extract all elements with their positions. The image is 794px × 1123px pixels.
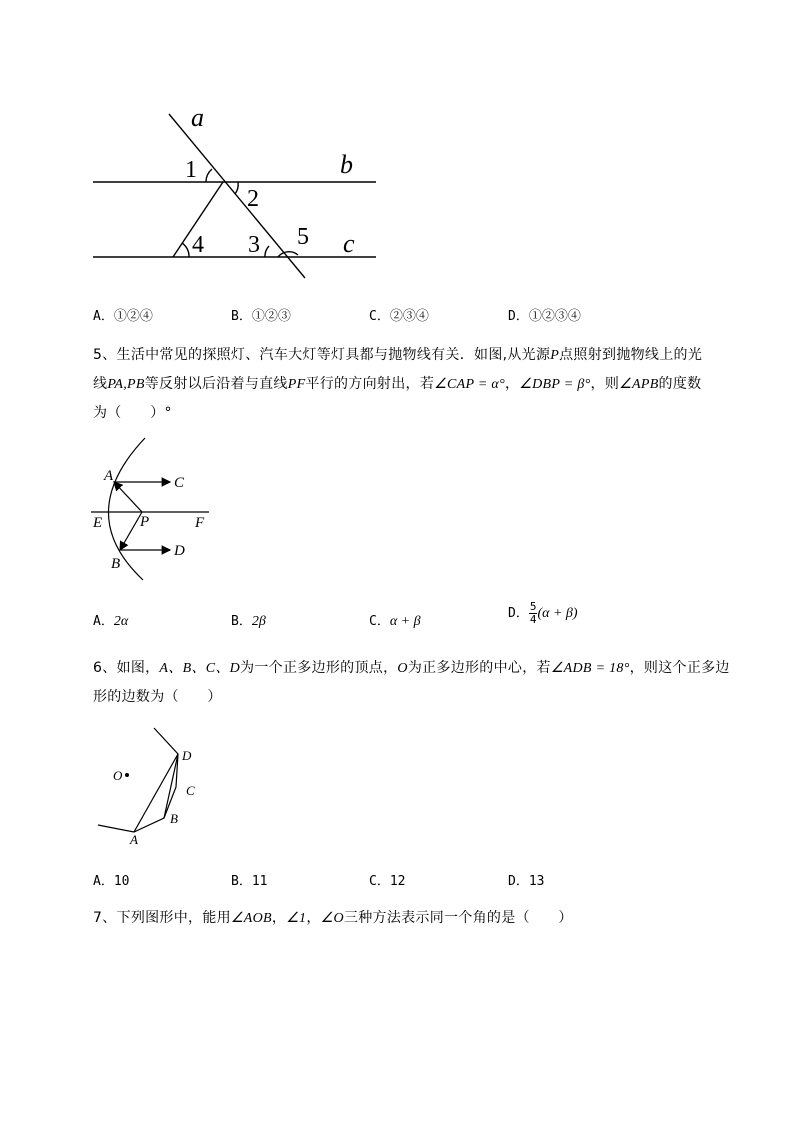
question-6 bbox=[93, 654, 743, 711]
label-O: O bbox=[113, 768, 123, 783]
q5-option-d[interactable]: D． $\frac{5}{4}$ (α + β) bbox=[508, 600, 578, 626]
label-angle-5: 5 bbox=[297, 224, 309, 250]
q5-line-2: 线PA,PB等反射以后沿着与直线PF平行的方向射出，若∠CAP = α°，∠DBP = β°，则∠APB的度数 bbox=[93, 376, 702, 392]
q4-option-c[interactable]: C．②③④ bbox=[369, 309, 429, 324]
q5-option-a[interactable]: A．2α bbox=[93, 614, 129, 629]
ray-pa bbox=[114, 482, 142, 512]
q5-line-1: 5、生活中常见的探照灯、汽车大灯等灯具都与抛物线有关．如图,从光源P点照射到抛物线上的光 bbox=[93, 347, 703, 363]
q5-line-3: 为（ ）° bbox=[93, 405, 172, 421]
angle-2-arc bbox=[235, 182, 238, 194]
angle-3-arc bbox=[265, 246, 269, 257]
label-c: c bbox=[343, 229, 355, 258]
polygon-edges bbox=[98, 728, 178, 832]
q5-option-c[interactable]: C．α + β bbox=[369, 614, 421, 629]
angle-1-arc bbox=[206, 169, 212, 182]
label-A: A bbox=[130, 832, 138, 847]
q4-option-b[interactable]: B．①②③ bbox=[231, 309, 291, 324]
q6-option-d[interactable]: D．13 bbox=[508, 874, 545, 889]
label-B: B bbox=[111, 556, 121, 572]
q7-line-1: 7、下列图形中，能用∠AOB，∠1，∠O三种方法表示同一个角的是（ ） bbox=[93, 910, 573, 926]
center-o-dot bbox=[125, 773, 129, 777]
q6-option-c[interactable]: C．12 bbox=[369, 874, 406, 889]
label-C: C bbox=[186, 783, 195, 798]
label-B: B bbox=[170, 811, 178, 826]
label-D: D bbox=[182, 748, 192, 763]
label-angle-3: 3 bbox=[248, 232, 260, 258]
label-angle-2: 2 bbox=[247, 186, 259, 212]
q6-option-a[interactable]: A．10 bbox=[93, 874, 130, 889]
fraction-5-4: $\frac{5}{4}$ bbox=[529, 600, 537, 626]
label-angle-4: 4 bbox=[192, 232, 204, 258]
label-angle-1: 1 bbox=[185, 157, 197, 183]
question-7 bbox=[93, 904, 743, 933]
q4-option-a[interactable]: A．①②④ bbox=[93, 309, 153, 324]
label-C: C bbox=[174, 475, 185, 491]
q6-line-1: 6、如图，A、B、C、D为一个正多边形的顶点，O为正多边形的中心，若∠ADB = 18°，则这个正多边 bbox=[93, 660, 730, 676]
figure-polygon bbox=[90, 720, 220, 850]
label-a: a bbox=[191, 103, 204, 132]
q5-option-b[interactable]: B．2β bbox=[231, 614, 266, 629]
ray-pb bbox=[120, 512, 142, 550]
q4-option-d[interactable]: D．①②③④ bbox=[508, 309, 581, 324]
q6-option-b[interactable]: B．11 bbox=[231, 874, 268, 889]
q6-line-2: 形的边数为（ ） bbox=[93, 689, 222, 705]
angle-4-arc bbox=[182, 243, 189, 257]
label-b: b bbox=[340, 150, 353, 179]
angle-5-arc bbox=[278, 252, 298, 257]
label-P: P bbox=[140, 514, 150, 530]
figure-parallel-lines bbox=[85, 100, 395, 290]
label-A: A bbox=[104, 468, 114, 484]
figure-parabola bbox=[85, 432, 220, 582]
label-F: F bbox=[195, 515, 205, 531]
question-5 bbox=[93, 341, 743, 427]
label-D: D bbox=[174, 543, 185, 559]
label-E: E bbox=[93, 515, 103, 531]
